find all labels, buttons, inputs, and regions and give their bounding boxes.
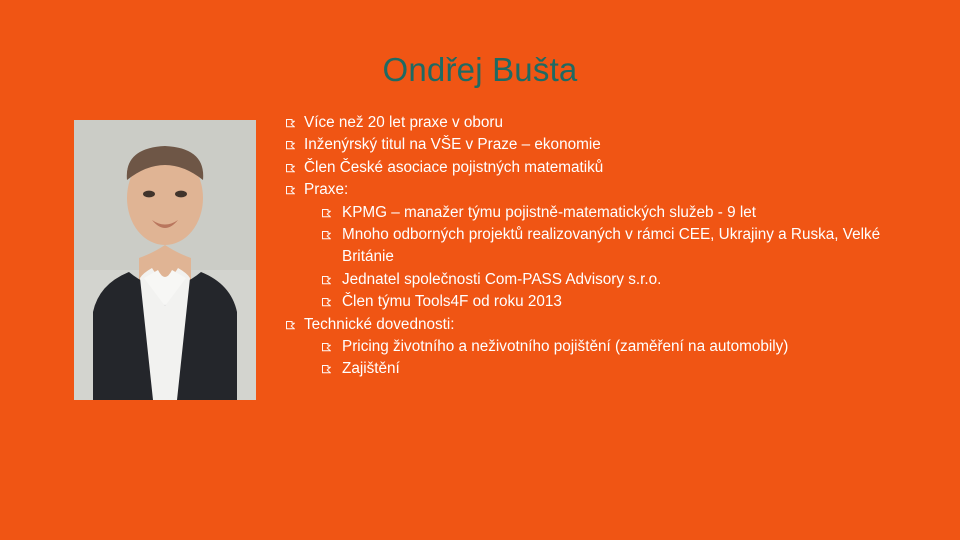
list-item [286,202,906,224]
arrow-bullet-icon [286,157,304,173]
list-item [286,134,906,156]
list-item-label: Člen České asociace pojistných matematiků [304,158,604,176]
arrow-bullet-icon [322,202,340,218]
list-item-label: Jednatel společnosti Com-PASS Advisory s.r.o. [342,270,662,288]
list-item [286,112,906,134]
list-item-label: Praxe: [304,181,349,199]
list-item [286,336,906,358]
arrow-bullet-icon [322,358,340,374]
list-item [286,269,906,291]
list-item [286,179,906,201]
list-item-label: Více než 20 let praxe v oboru [304,114,503,131]
arrow-bullet-icon [322,336,340,352]
list-item-label: Inženýrský titul na VŠE v Praze – ekonomie [304,136,601,154]
portrait-illustration [74,120,256,400]
list-item [286,224,906,269]
arrow-bullet-icon [286,314,304,330]
arrow-bullet-icon [286,179,304,195]
list-item-label: Pricing životního a neživotního pojištění (zaměření na automobily) [342,338,789,356]
list-item [286,314,906,336]
bullet-list [286,112,906,381]
arrow-bullet-icon [322,224,340,240]
list-item [286,358,906,380]
arrow-bullet-icon [286,112,304,128]
list-item-label: Mnoho odborných projektů realizovaných v rámci CEE, Ukrajiny a Ruska, Velké Británie [342,226,885,266]
arrow-bullet-icon [322,291,340,307]
list-item [286,157,906,179]
arrow-bullet-icon [322,269,340,285]
portrait-image [74,120,256,400]
list-item-label: Technické dovednosti: [304,315,455,333]
list-item-label: Člen týmu Tools4F od roku 2013 [342,293,562,311]
list-item-label: Zajištění [342,360,400,378]
arrow-bullet-icon [286,134,304,150]
list-item-label: KPMG – manažer týmu pojistně-matematických služeb - 9 let [342,203,757,221]
list-item [286,291,906,313]
page-title: Ondřej Bušta [382,51,578,88]
